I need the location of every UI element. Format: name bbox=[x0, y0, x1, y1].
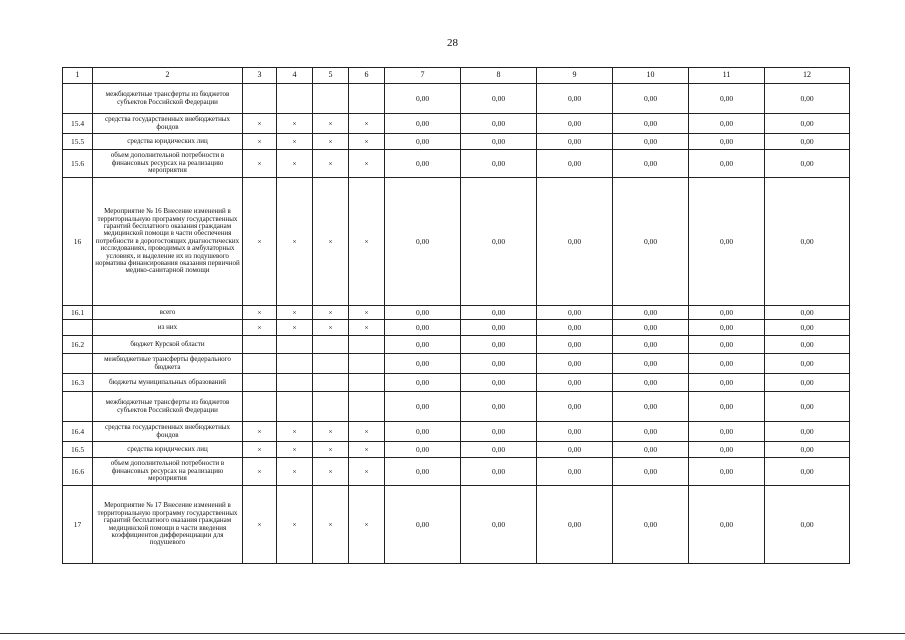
table-row bbox=[63, 442, 850, 458]
value-cell: 0,00 bbox=[461, 114, 537, 134]
value-cell: 0,00 bbox=[765, 354, 850, 374]
value-cell: 0,00 bbox=[385, 306, 461, 320]
value-cell: 0,00 bbox=[385, 134, 461, 150]
value-cell: 0,00 bbox=[765, 178, 850, 306]
value-cell: 0,00 bbox=[765, 84, 850, 114]
row-code: 16.5 bbox=[63, 442, 93, 458]
column-header-9: 9 bbox=[537, 68, 613, 84]
page-number: 28 bbox=[447, 37, 458, 49]
table-row bbox=[63, 336, 850, 354]
mark-cell: × bbox=[243, 178, 277, 306]
value-cell: 0,00 bbox=[689, 458, 765, 486]
mark-cell bbox=[277, 336, 313, 354]
value-cell: 0,00 bbox=[765, 134, 850, 150]
mark-cell: × bbox=[349, 458, 385, 486]
row-name: межбюджетные трансферты из бюджетов субъектов Российской Федерации bbox=[93, 392, 243, 422]
value-cell: 0,00 bbox=[537, 336, 613, 354]
value-cell: 0,00 bbox=[613, 114, 689, 134]
mark-cell: × bbox=[313, 486, 349, 564]
value-cell: 0,00 bbox=[385, 354, 461, 374]
row-code: 16.4 bbox=[63, 422, 93, 442]
value-cell: 0,00 bbox=[613, 442, 689, 458]
mark-cell bbox=[277, 392, 313, 422]
value-cell: 0,00 bbox=[461, 306, 537, 320]
value-cell: 0,00 bbox=[689, 422, 765, 442]
mark-cell bbox=[313, 336, 349, 354]
row-name: бюджет Курской области bbox=[93, 336, 243, 354]
column-header-2: 2 bbox=[93, 68, 243, 84]
value-cell: 0,00 bbox=[765, 392, 850, 422]
budget-table bbox=[62, 67, 850, 564]
mark-cell: × bbox=[313, 178, 349, 306]
mark-cell: × bbox=[277, 134, 313, 150]
row-code: 16.6 bbox=[63, 458, 93, 486]
value-cell: 0,00 bbox=[537, 374, 613, 392]
value-cell: 0,00 bbox=[385, 84, 461, 114]
value-cell: 0,00 bbox=[385, 442, 461, 458]
value-cell: 0,00 bbox=[537, 84, 613, 114]
row-code: 15.5 bbox=[63, 134, 93, 150]
row-code: 16.2 bbox=[63, 336, 93, 354]
mark-cell: × bbox=[349, 150, 385, 178]
row-code: 15.4 bbox=[63, 114, 93, 134]
table-header bbox=[63, 68, 850, 84]
table-row bbox=[63, 150, 850, 178]
value-cell: 0,00 bbox=[765, 442, 850, 458]
value-cell: 0,00 bbox=[613, 320, 689, 336]
table-row bbox=[63, 134, 850, 150]
mark-cell: × bbox=[313, 150, 349, 178]
value-cell: 0,00 bbox=[765, 486, 850, 564]
table-row bbox=[63, 458, 850, 486]
value-cell: 0,00 bbox=[765, 114, 850, 134]
value-cell: 0,00 bbox=[385, 374, 461, 392]
mark-cell: × bbox=[277, 306, 313, 320]
value-cell: 0,00 bbox=[765, 320, 850, 336]
column-header-4: 4 bbox=[277, 68, 313, 84]
value-cell: 0,00 bbox=[765, 422, 850, 442]
mark-cell bbox=[349, 374, 385, 392]
mark-cell: × bbox=[243, 486, 277, 564]
value-cell: 0,00 bbox=[613, 134, 689, 150]
table-row bbox=[63, 84, 850, 114]
mark-cell bbox=[243, 354, 277, 374]
mark-cell: × bbox=[277, 150, 313, 178]
value-cell: 0,00 bbox=[461, 422, 537, 442]
mark-cell: × bbox=[349, 422, 385, 442]
column-header-12: 12 bbox=[765, 68, 850, 84]
value-cell: 0,00 bbox=[537, 150, 613, 178]
mark-cell: × bbox=[313, 320, 349, 336]
value-cell: 0,00 bbox=[765, 458, 850, 486]
mark-cell: × bbox=[313, 114, 349, 134]
table-row bbox=[63, 392, 850, 422]
mark-cell bbox=[313, 354, 349, 374]
mark-cell: × bbox=[349, 114, 385, 134]
mark-cell bbox=[349, 392, 385, 422]
mark-cell bbox=[243, 374, 277, 392]
mark-cell: × bbox=[349, 442, 385, 458]
value-cell: 0,00 bbox=[385, 178, 461, 306]
value-cell: 0,00 bbox=[689, 178, 765, 306]
mark-cell: × bbox=[243, 442, 277, 458]
row-code bbox=[63, 354, 93, 374]
value-cell: 0,00 bbox=[689, 306, 765, 320]
value-cell: 0,00 bbox=[537, 422, 613, 442]
row-code bbox=[63, 84, 93, 114]
mark-cell: × bbox=[243, 458, 277, 486]
value-cell: 0,00 bbox=[765, 374, 850, 392]
value-cell: 0,00 bbox=[613, 458, 689, 486]
value-cell: 0,00 bbox=[461, 320, 537, 336]
row-name: Мероприятие № 16 Внесение изменений в территориальную программу государственных гарантий бесплатного оказания гражданам медицинской помощи в части обеспечения потребности в дорогостоящих диагностических исследованиях, проводимых в амбулаторных условиях, и выделение их из подушевого норматива финансирования оказания первичной медико-санитарной помощи bbox=[93, 178, 243, 306]
value-cell: 0,00 bbox=[537, 486, 613, 564]
table-body bbox=[63, 84, 850, 564]
mark-cell: × bbox=[277, 422, 313, 442]
row-name: объем дополнительной потребности в финансовых ресурсах на реализацию мероприятия bbox=[93, 458, 243, 486]
mark-cell bbox=[277, 374, 313, 392]
value-cell: 0,00 bbox=[689, 374, 765, 392]
mark-cell: × bbox=[277, 178, 313, 306]
value-cell: 0,00 bbox=[461, 442, 537, 458]
value-cell: 0,00 bbox=[385, 392, 461, 422]
value-cell: 0,00 bbox=[689, 84, 765, 114]
value-cell: 0,00 bbox=[537, 442, 613, 458]
mark-cell bbox=[313, 84, 349, 114]
column-header-1: 1 bbox=[63, 68, 93, 84]
column-header-8: 8 bbox=[461, 68, 537, 84]
table-row bbox=[63, 354, 850, 374]
value-cell: 0,00 bbox=[461, 374, 537, 392]
value-cell: 0,00 bbox=[689, 336, 765, 354]
column-header-5: 5 bbox=[313, 68, 349, 84]
value-cell: 0,00 bbox=[385, 114, 461, 134]
column-header-7: 7 bbox=[385, 68, 461, 84]
value-cell: 0,00 bbox=[537, 306, 613, 320]
table-row bbox=[63, 320, 850, 336]
row-name: из них bbox=[93, 320, 243, 336]
mark-cell: × bbox=[277, 458, 313, 486]
value-cell: 0,00 bbox=[613, 486, 689, 564]
row-code: 16 bbox=[63, 178, 93, 306]
value-cell: 0,00 bbox=[689, 442, 765, 458]
row-name: средства юридических лиц bbox=[93, 134, 243, 150]
value-cell: 0,00 bbox=[537, 320, 613, 336]
bottom-rule bbox=[0, 633, 905, 634]
table-row bbox=[63, 486, 850, 564]
table-row bbox=[63, 178, 850, 306]
value-cell: 0,00 bbox=[461, 486, 537, 564]
value-cell: 0,00 bbox=[537, 458, 613, 486]
mark-cell: × bbox=[349, 306, 385, 320]
row-name: Мероприятие № 17 Внесение изменений в территориальную программу государственных гарантий бесплатного оказания гражданам медицинской помощи в части введения коэффициентов дифференциации для подушевого bbox=[93, 486, 243, 564]
column-header-3: 3 bbox=[243, 68, 277, 84]
mark-cell: × bbox=[243, 320, 277, 336]
value-cell: 0,00 bbox=[385, 150, 461, 178]
table-row bbox=[63, 374, 850, 392]
mark-cell: × bbox=[313, 422, 349, 442]
row-code bbox=[63, 392, 93, 422]
mark-cell bbox=[243, 84, 277, 114]
value-cell: 0,00 bbox=[537, 354, 613, 374]
value-cell: 0,00 bbox=[689, 150, 765, 178]
mark-cell: × bbox=[243, 114, 277, 134]
value-cell: 0,00 bbox=[385, 320, 461, 336]
row-code: 16.3 bbox=[63, 374, 93, 392]
row-code bbox=[63, 320, 93, 336]
value-cell: 0,00 bbox=[613, 336, 689, 354]
mark-cell bbox=[313, 374, 349, 392]
row-code: 16.1 bbox=[63, 306, 93, 320]
value-cell: 0,00 bbox=[461, 150, 537, 178]
value-cell: 0,00 bbox=[613, 392, 689, 422]
table-row bbox=[63, 422, 850, 442]
mark-cell: × bbox=[243, 306, 277, 320]
value-cell: 0,00 bbox=[613, 374, 689, 392]
value-cell: 0,00 bbox=[385, 336, 461, 354]
row-code: 15.6 bbox=[63, 150, 93, 178]
mark-cell: × bbox=[313, 458, 349, 486]
mark-cell: × bbox=[277, 442, 313, 458]
row-name: средства юридических лиц bbox=[93, 442, 243, 458]
value-cell: 0,00 bbox=[765, 336, 850, 354]
value-cell: 0,00 bbox=[461, 336, 537, 354]
value-cell: 0,00 bbox=[385, 458, 461, 486]
value-cell: 0,00 bbox=[461, 84, 537, 114]
value-cell: 0,00 bbox=[613, 178, 689, 306]
column-header-11: 11 bbox=[689, 68, 765, 84]
row-name: межбюджетные трансферты федерального бюджета bbox=[93, 354, 243, 374]
value-cell: 0,00 bbox=[537, 178, 613, 306]
value-cell: 0,00 bbox=[765, 306, 850, 320]
mark-cell: × bbox=[243, 150, 277, 178]
value-cell: 0,00 bbox=[613, 84, 689, 114]
value-cell: 0,00 bbox=[461, 178, 537, 306]
value-cell: 0,00 bbox=[613, 354, 689, 374]
mark-cell bbox=[277, 354, 313, 374]
mark-cell bbox=[313, 392, 349, 422]
column-header-10: 10 bbox=[613, 68, 689, 84]
value-cell: 0,00 bbox=[385, 422, 461, 442]
table-row bbox=[63, 114, 850, 134]
value-cell: 0,00 bbox=[461, 134, 537, 150]
mark-cell: × bbox=[277, 320, 313, 336]
value-cell: 0,00 bbox=[613, 150, 689, 178]
value-cell: 0,00 bbox=[689, 114, 765, 134]
row-code: 17 bbox=[63, 486, 93, 564]
mark-cell: × bbox=[243, 134, 277, 150]
value-cell: 0,00 bbox=[689, 392, 765, 422]
row-name: средства государственных внебюджетных фондов bbox=[93, 422, 243, 442]
value-cell: 0,00 bbox=[613, 422, 689, 442]
value-cell: 0,00 bbox=[689, 134, 765, 150]
mark-cell bbox=[349, 354, 385, 374]
mark-cell bbox=[349, 84, 385, 114]
value-cell: 0,00 bbox=[689, 486, 765, 564]
header-row bbox=[63, 68, 850, 84]
mark-cell bbox=[277, 84, 313, 114]
table-row bbox=[63, 306, 850, 320]
value-cell: 0,00 bbox=[689, 354, 765, 374]
mark-cell: × bbox=[349, 178, 385, 306]
mark-cell bbox=[349, 336, 385, 354]
value-cell: 0,00 bbox=[537, 134, 613, 150]
value-cell: 0,00 bbox=[537, 114, 613, 134]
mark-cell: × bbox=[313, 442, 349, 458]
value-cell: 0,00 bbox=[461, 392, 537, 422]
mark-cell bbox=[243, 392, 277, 422]
mark-cell: × bbox=[277, 114, 313, 134]
value-cell: 0,00 bbox=[537, 392, 613, 422]
value-cell: 0,00 bbox=[385, 486, 461, 564]
row-name: бюджеты муниципальных образований bbox=[93, 374, 243, 392]
mark-cell: × bbox=[277, 486, 313, 564]
value-cell: 0,00 bbox=[689, 320, 765, 336]
value-cell: 0,00 bbox=[461, 354, 537, 374]
mark-cell: × bbox=[313, 306, 349, 320]
column-header-6: 6 bbox=[349, 68, 385, 84]
mark-cell: × bbox=[243, 422, 277, 442]
mark-cell: × bbox=[349, 486, 385, 564]
mark-cell bbox=[243, 336, 277, 354]
row-name: межбюджетные трансферты из бюджетов субъектов Российской Федерации bbox=[93, 84, 243, 114]
value-cell: 0,00 bbox=[461, 458, 537, 486]
mark-cell: × bbox=[349, 134, 385, 150]
mark-cell: × bbox=[313, 134, 349, 150]
row-name: объем дополнительной потребности в финансовых ресурсах на реализацию мероприятия bbox=[93, 150, 243, 178]
row-name: средства государственных внебюджетных фондов bbox=[93, 114, 243, 134]
mark-cell: × bbox=[349, 320, 385, 336]
row-name: всего bbox=[93, 306, 243, 320]
value-cell: 0,00 bbox=[765, 150, 850, 178]
value-cell: 0,00 bbox=[613, 306, 689, 320]
